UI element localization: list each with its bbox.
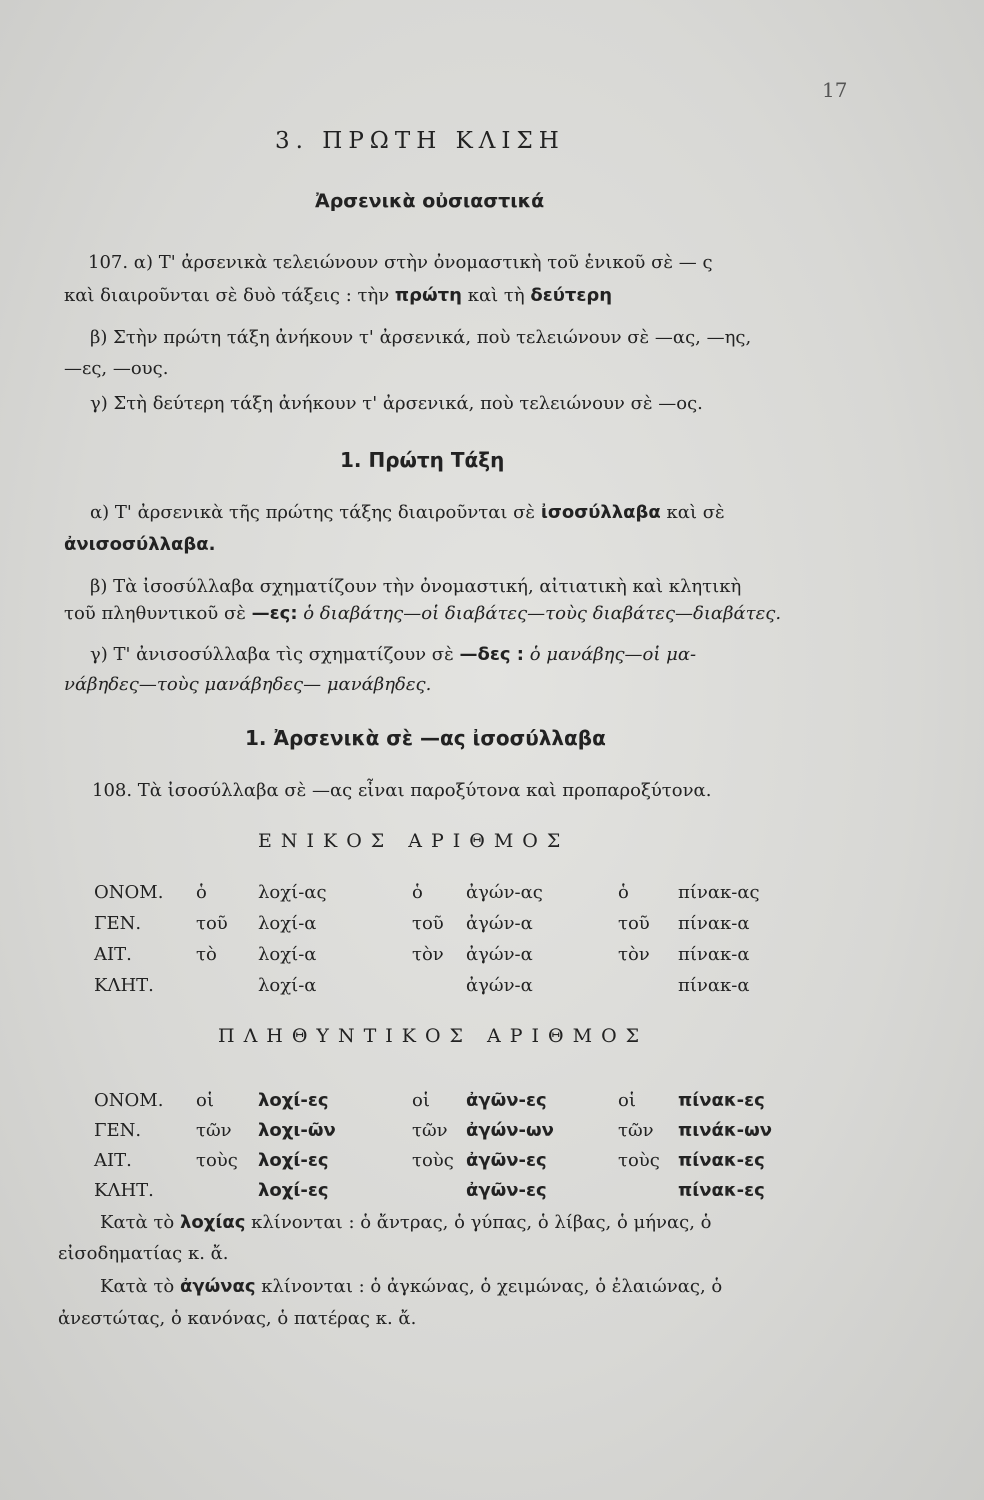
singular-article: τὸν — [618, 944, 650, 965]
singular-word-form: ἀγών-α — [466, 944, 533, 965]
note1-list: κλίνονται : ὁ ἄντρας, ὁ γύπας, ὁ λίβας, ὁ μήνας, ὁ — [245, 1212, 712, 1233]
par107-line2-mid: καὶ τὴ — [461, 285, 531, 306]
plural-word-form: λοχι-ῶν — [258, 1120, 336, 1141]
subtitle: Ἀρσενικὰ οὐσιαστικά — [315, 190, 545, 212]
section1-b-line2 — [64, 603, 781, 624]
par107-line2-text: καὶ διαιροῦνται σὲ δυὸ τάξεις : τὴν — [64, 285, 395, 306]
example-diavatis: ὁ διαβάτης—οἱ διαβάτες—τοὺς διαβάτες—διαβάτες. — [297, 603, 782, 624]
plural-case-label: ΓΕΝ. — [94, 1120, 142, 1141]
singular-article: τὸν — [412, 944, 444, 965]
note2-line2: ἀνεστώτας, ὁ κανόνας, ὁ πατέρας κ. ἄ. — [58, 1308, 417, 1329]
singular-article: τοῦ — [412, 913, 444, 934]
plural-word-form: λοχί-ες — [258, 1180, 329, 1201]
plural-word-form: ἀγῶν-ες — [466, 1090, 547, 1111]
plural-article: τοὺς — [618, 1150, 660, 1171]
ending-des: —δες : — [459, 644, 525, 665]
par107-line4: —ες, —ους. — [64, 358, 169, 379]
singular-word-form: πίνακ-ας — [678, 882, 760, 903]
par107-line2 — [64, 285, 612, 306]
section1-a-text: α) Τ' ἀρσενικὰ τῆς πρώτης τάξης διαιροῦνται σὲ — [90, 502, 541, 523]
singular-case-label: ΑΙΤ. — [94, 944, 132, 965]
singular-article: ὁ — [618, 882, 629, 903]
section1-b-text: τοῦ πληθυντικοῦ σὲ — [64, 603, 252, 624]
singular-word-form: λοχί-ας — [258, 882, 327, 903]
singular-article: ὁ — [412, 882, 423, 903]
term-lochias: λοχίας — [179, 1212, 246, 1233]
term-agonas: ἀγώνας — [179, 1276, 256, 1297]
note2-list: κλίνονται : ὁ ἀγκώνας, ὁ χειμώνας, ὁ ἐλαιώνας, ὁ — [255, 1276, 723, 1297]
plural-article: οἱ — [618, 1090, 636, 1111]
singular-word-form: λοχί-α — [258, 975, 317, 996]
plural-word-form: λοχί-ες — [258, 1090, 329, 1111]
singular-word-form: λοχί-α — [258, 913, 317, 934]
note2-line1 — [100, 1276, 722, 1297]
section-title: 1. Πρώτη Τάξη — [340, 448, 505, 472]
plural-case-label: ΟΝΟΜ. — [94, 1090, 164, 1111]
section1-c-line2: νάβηδες—τοὺς μανάβηδες— μανάβηδες. — [64, 674, 432, 695]
term-proti: πρώτη — [394, 285, 462, 306]
ending-es: —ες: — [251, 603, 298, 624]
singular-article: τοῦ — [196, 913, 228, 934]
term-isosyllava: ἰσοσύλλαβα — [540, 502, 661, 523]
example-manavis: ὁ μανάβης—οἱ μα- — [524, 644, 697, 665]
section1-c-text: γ) Τ' ἀνισοσύλλαβα τὶς σχηματίζουν σὲ — [90, 644, 460, 665]
term-defteri: δεύτερη — [530, 285, 613, 306]
note1-text: Κατὰ τὸ — [100, 1212, 180, 1233]
subsection-title: 1. Ἀρσενικὰ σὲ —ας ἰσοσύλλαβα — [245, 726, 606, 750]
singular-article: τοῦ — [618, 913, 650, 934]
singular-article: τὸ — [196, 944, 217, 965]
plural-word-form: ἀγῶν-ες — [466, 1180, 547, 1201]
note1-line1 — [100, 1212, 711, 1233]
page-number: 17 — [822, 78, 848, 102]
singular-word-form: ἀγών-ας — [466, 882, 543, 903]
singular-word-form: λοχί-α — [258, 944, 317, 965]
note1-line2: εἰσοδηματίας κ. ἄ. — [58, 1243, 229, 1264]
par107-line1: 107. α) Τ' ἀρσενικὰ τελειώνουν στὴν ὀνομαστικὴ τοῦ ἑνικοῦ σὲ — ς — [88, 252, 713, 273]
plural-article: οἱ — [196, 1090, 214, 1111]
plural-word-form: πίνακ-ες — [678, 1090, 765, 1111]
plural-article: τῶν — [618, 1120, 654, 1141]
singular-word-form: ἀγών-α — [466, 913, 533, 934]
singular-case-label: ΟΝΟΜ. — [94, 882, 164, 903]
par107-line3: β) Στὴν πρώτη τάξη ἀνήκουν τ' ἀρσενικά, ποὺ τελειώνουν σὲ —ας, —ης, — [90, 327, 752, 348]
term-anisosyllava: ἀνισοσύλλαβα. — [64, 534, 216, 555]
plural-article: τοὺς — [412, 1150, 454, 1171]
singular-heading: ΕΝΙΚΟΣ ΑΡΙΘΜΟΣ — [258, 830, 570, 852]
singular-word-form: πίνακ-α — [678, 975, 750, 996]
plural-word-form: πινάκ-ων — [678, 1120, 773, 1141]
singular-word-form: πίνακ-α — [678, 944, 750, 965]
chapter-title: 3. ΠΡΩΤΗ ΚΛΙΣΗ — [275, 128, 565, 154]
plural-word-form: ἀγῶν-ες — [466, 1150, 547, 1171]
section1-b-line1: β) Τὰ ἰσοσύλλαβα σχηματίζουν τὴν ὀνομαστική, αἰτιατικὴ καὶ κλητικὴ — [90, 576, 742, 597]
plural-word-form: πίνακ-ες — [678, 1180, 765, 1201]
plural-word-form: ἀγών-ων — [466, 1120, 554, 1141]
note2-text: Κατὰ τὸ — [100, 1276, 180, 1297]
plural-article: τοὺς — [196, 1150, 238, 1171]
singular-word-form: πίνακ-α — [678, 913, 750, 934]
singular-case-label: ΓΕΝ. — [94, 913, 142, 934]
plural-case-label: ΚΛΗΤ. — [94, 1180, 154, 1201]
par108: 108. Τὰ ἰσοσύλλαβα σὲ —ας εἶναι παροξύτονα καὶ προπαροξύτονα. — [92, 780, 712, 801]
plural-article: οἱ — [412, 1090, 430, 1111]
plural-case-label: ΑΙΤ. — [94, 1150, 132, 1171]
plural-article: τῶν — [196, 1120, 232, 1141]
section1-c-line1 — [90, 644, 696, 665]
plural-article: τῶν — [412, 1120, 448, 1141]
section1-a-tail: καὶ σὲ — [660, 502, 725, 523]
section1-a-line1 — [90, 502, 725, 523]
plural-word-form: πίνακ-ες — [678, 1150, 765, 1171]
singular-article: ὁ — [196, 882, 207, 903]
par107-line5: γ) Στὴ δεύτερη τάξη ἀνήκουν τ' ἀρσενικά, ποὺ τελειώνουν σὲ —ος. — [90, 393, 703, 414]
plural-heading: ΠΛΗΘΥΝΤΙΚΟΣ ΑΡΙΘΜΟΣ — [218, 1025, 649, 1047]
singular-case-label: ΚΛΗΤ. — [94, 975, 154, 996]
singular-word-form: ἀγών-α — [466, 975, 533, 996]
plural-word-form: λοχί-ες — [258, 1150, 329, 1171]
